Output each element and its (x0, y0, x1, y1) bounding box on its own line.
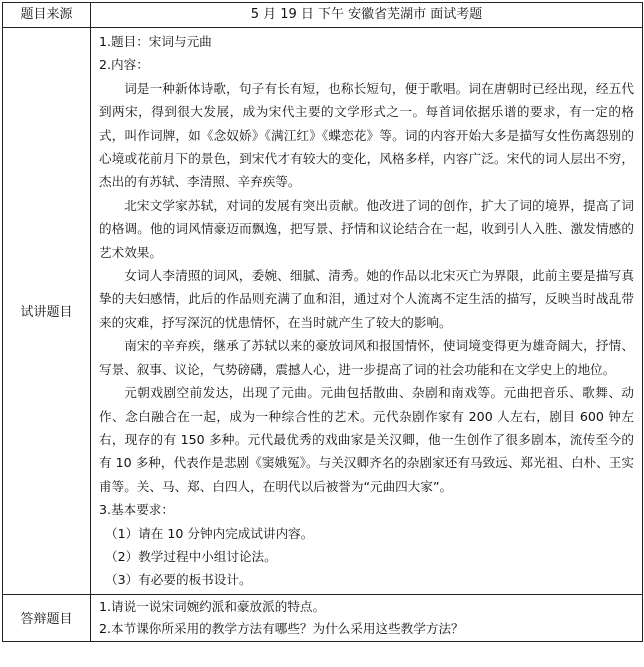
source-value: 5 月 19 日 下午 安徽省芜湖市 面试考题 (91, 3, 643, 28)
requirement-item: （2）教学过程中小组讨论法。 (105, 548, 277, 564)
requirements-label: 3.基本要求： (99, 502, 174, 518)
source-label: 题目来源 (3, 3, 91, 28)
defense-content (91, 594, 643, 641)
defense-row (3, 594, 643, 641)
header-row (3, 3, 643, 28)
trial-title: 1.题目：宋词与元曲 (99, 34, 212, 49)
defense-label: 答辩题目 (3, 594, 91, 641)
requirement-item: （3）有必要的板书设计。 (105, 572, 252, 588)
paragraph-sushi: 北宋文学家苏轼，对词的发展有突出贡献。他改进了词的创作，扩大了词的境界，提高了词的格调。他的词风情豪迈而飘逸，把写景、抒情和议论结合在一起，收到引人入胜、激发情感的艺术效果。 (99, 197, 634, 260)
trial-row (3, 28, 643, 595)
paragraph-yuanqu: 元朝戏剧空前发达，出现了元曲。元曲包括散曲、杂剧和南戏等。元曲把音乐、歌舞、动作、念白融合在一起，成为一种综合性的艺术。元代杂剧作家有 200 人左右，剧目 600 钟左右，现存的有 150 多种。元代最优秀的戏曲家是关汉卿，他一生创作了很多剧本，流传至今的有 10 多种，代表作是悲剧《窦娥冤》。与关汉卿齐名的杂剧家还有马致远、郑光祖、白朴、王实甫等。关、马、郑、白四人，在明代以后被誉为“元曲四大家”。 (99, 385, 634, 494)
trial-label: 试讲题目 (3, 28, 91, 595)
defense-question: 2.本节课你所采用的教学方法有哪些？为什么采用这些教学方法？ (99, 620, 464, 636)
paragraph-liqingzhao: 女词人李清照的词风，委婉、细腻、清秀。她的作品以北宋灭亡为界限，此前主要是描写真挚的夫妇感情，此后的作品则充满了血和泪，通过对个人流离不定生活的描写，反映当时战乱带来的灾难，抒写深沉的忧患情怀，在当时就产生了较大的影响。 (99, 268, 634, 330)
trial-content (91, 28, 643, 595)
content-label: 2.内容： (99, 57, 149, 73)
defense-question: 1.请说一说宋词婉约派和豪放派的特点。 (99, 598, 326, 614)
paragraph-ci: 词是一种新体诗歌，句子有长有短，也称长短句，便于歌唱。词在唐朝时已经出现，经五代到两宋，得到很大发展，成为宋代主要的文学形式之一。每首词依据乐谱的要求，有一定的格式，叫作词牌，如《念奴娇》《满江红》《蝶恋花》等。词的内容开始大多是描写女性伤离怨别的心境或花前月下的景色，到宋代才有较大的变化，风格多样，内容广泛。宋代的词人层出不穷，杰出的有苏轼、李清照、辛弃疾等。 (99, 80, 634, 190)
exam-table (2, 2, 643, 642)
paragraph-xinqiji: 南宋的辛弃疾，继承了苏轼以来的豪放词风和报国情怀，使词境变得更为雄奇阔大，抒情、写景、叙事、议论，气势磅礴，震撼人心，进一步提高了词的社会功能和在文学史上的地位。 (99, 338, 634, 377)
requirement-item: （1）请在 10 分钟内完成试讲内容。 (105, 525, 314, 541)
